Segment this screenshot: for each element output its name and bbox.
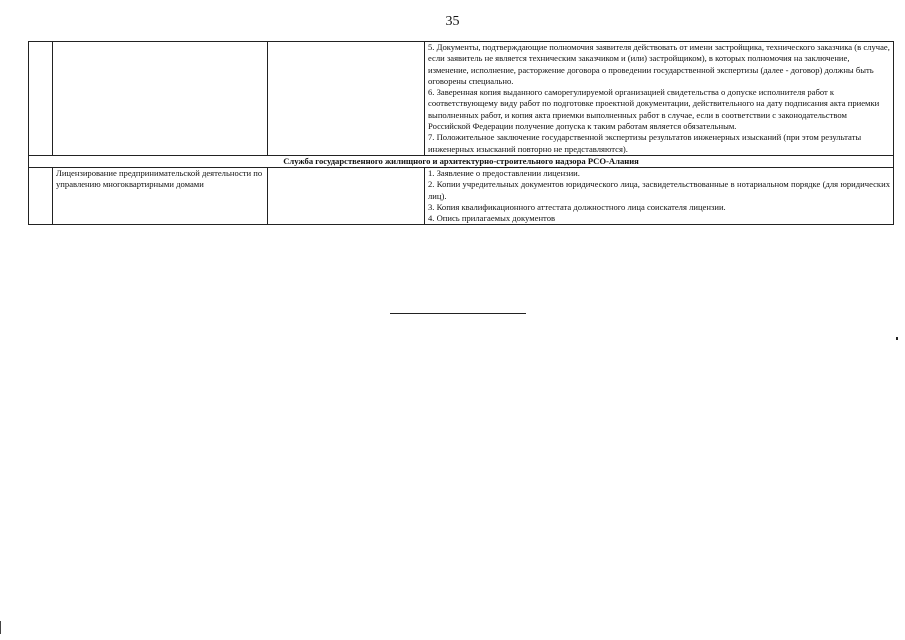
document-item: 5. Документы, подтверждающие полномочия заявителя действовать от имени застройщика, технического заказчика (в случае, если заявитель не является техническим заказчиком и (или) застройщиком), в которых полномочия на заключение, изменение, исполнение, расторжение договора о проведении государственной экспертизы (далее - договор) должны быть оговорены специально.	[428, 42, 890, 86]
row-number-cell	[29, 167, 53, 224]
section-heading-row	[29, 155, 894, 167]
document-item: 6. Заверенная копия выданного саморегулируемой организацией свидетельства о допуске исполнителя работ к соответствующему виду работ по подготовке проектной документации, действительного на дату подписания акта приемки выполненных работ, и копия акта приемки выполненных работ в случае, если в соответствии с законодательством Российской Федерации получение допуска к таким работам является обязательным.	[428, 87, 880, 132]
documents-cell	[425, 167, 894, 224]
footer-separator-line	[390, 313, 526, 314]
middle-cell	[268, 167, 425, 224]
document-item: 4. Опись прилагаемых документов	[428, 213, 556, 224]
document-item: 3. Копия квалификационного аттестата должностного лица соискателя лицензии.	[428, 201, 726, 212]
document-item: 2. Копии учредительных документов юридического лица, засвидетельствованные в нотариальном порядке (для юридических лиц).	[428, 179, 890, 201]
scan-edge-mark	[0, 621, 1, 634]
section-heading: Служба государственного жилищного и архитектурно-строительного надзора РСО-Алания	[29, 155, 894, 167]
service-cell: Лицензирование предпринимательской деятельности по управлению многоквартирными домами	[53, 167, 268, 224]
page-number: 35	[445, 14, 460, 29]
scan-dot-mark	[896, 337, 898, 340]
documents-cell	[425, 42, 894, 156]
table-row	[29, 42, 894, 156]
document-item: 1. Заявление о предоставлении лицензии.	[428, 167, 580, 178]
row-number-cell	[29, 42, 53, 156]
services-table	[28, 41, 894, 225]
middle-cell	[268, 42, 425, 156]
service-cell	[53, 42, 268, 156]
table-row	[29, 167, 894, 224]
document-item: 7. Положительное заключение государственной экспертизы результатов инженерных изысканий (при этом результаты инженерных изысканий повторно не представляются).	[428, 132, 862, 154]
